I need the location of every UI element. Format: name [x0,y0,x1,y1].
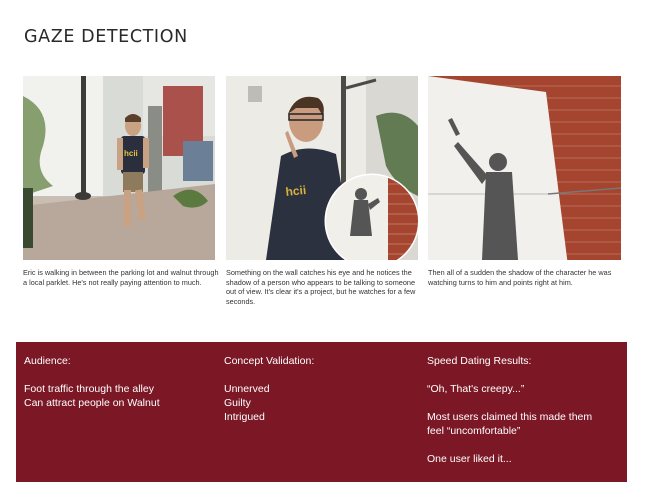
caption-panel-3: Then all of a sudden the shadow of the character he was watching turns to him and points right at him. [428,268,612,287]
summary-panel [16,342,627,482]
caption-panel-1: Eric is walking in between the parking lot and walnut through a local parklet. He's not really paying attention to much. [23,268,219,287]
audience-item: Can attract people on Walnut [24,397,160,409]
concept-validation-section [224,354,314,424]
shirt-logo: hcii [124,149,138,158]
audience-item: Foot traffic through the alley [24,383,154,395]
caption-panel-2: Something on the wall catches his eye and he notices the shadow of a person who appears to be talking to someone out of view. It's clear it's a project, but he watches for a few seconds. [226,268,416,306]
validation-item: Intrigued [224,411,265,423]
storyboard-photo-shadow-points [428,76,621,260]
speed-dating-results-section [427,354,592,466]
audience-heading: Audience: [24,355,71,367]
result-claim-line-1: Most users claimed this made them [427,411,593,423]
validation-item: Guilty [224,397,251,409]
validation-item: Unnerved [224,383,270,395]
page-title: GAZE DETECTION [24,27,188,47]
storyboard-photo-walking [23,76,215,260]
result-quote: “Oh, That's creepy...” [427,383,525,395]
result-last: One user liked it... [427,453,512,465]
concept-validation-heading: Concept Validation: [224,355,315,367]
svg-text:hcii: hcii [284,182,307,199]
audience-section [24,354,160,410]
result-claim-line-2: feel “uncomfortable” [427,425,521,437]
storyboard-photo-notices-shadow [226,76,418,260]
speed-dating-heading: Speed Dating Results: [427,355,532,367]
